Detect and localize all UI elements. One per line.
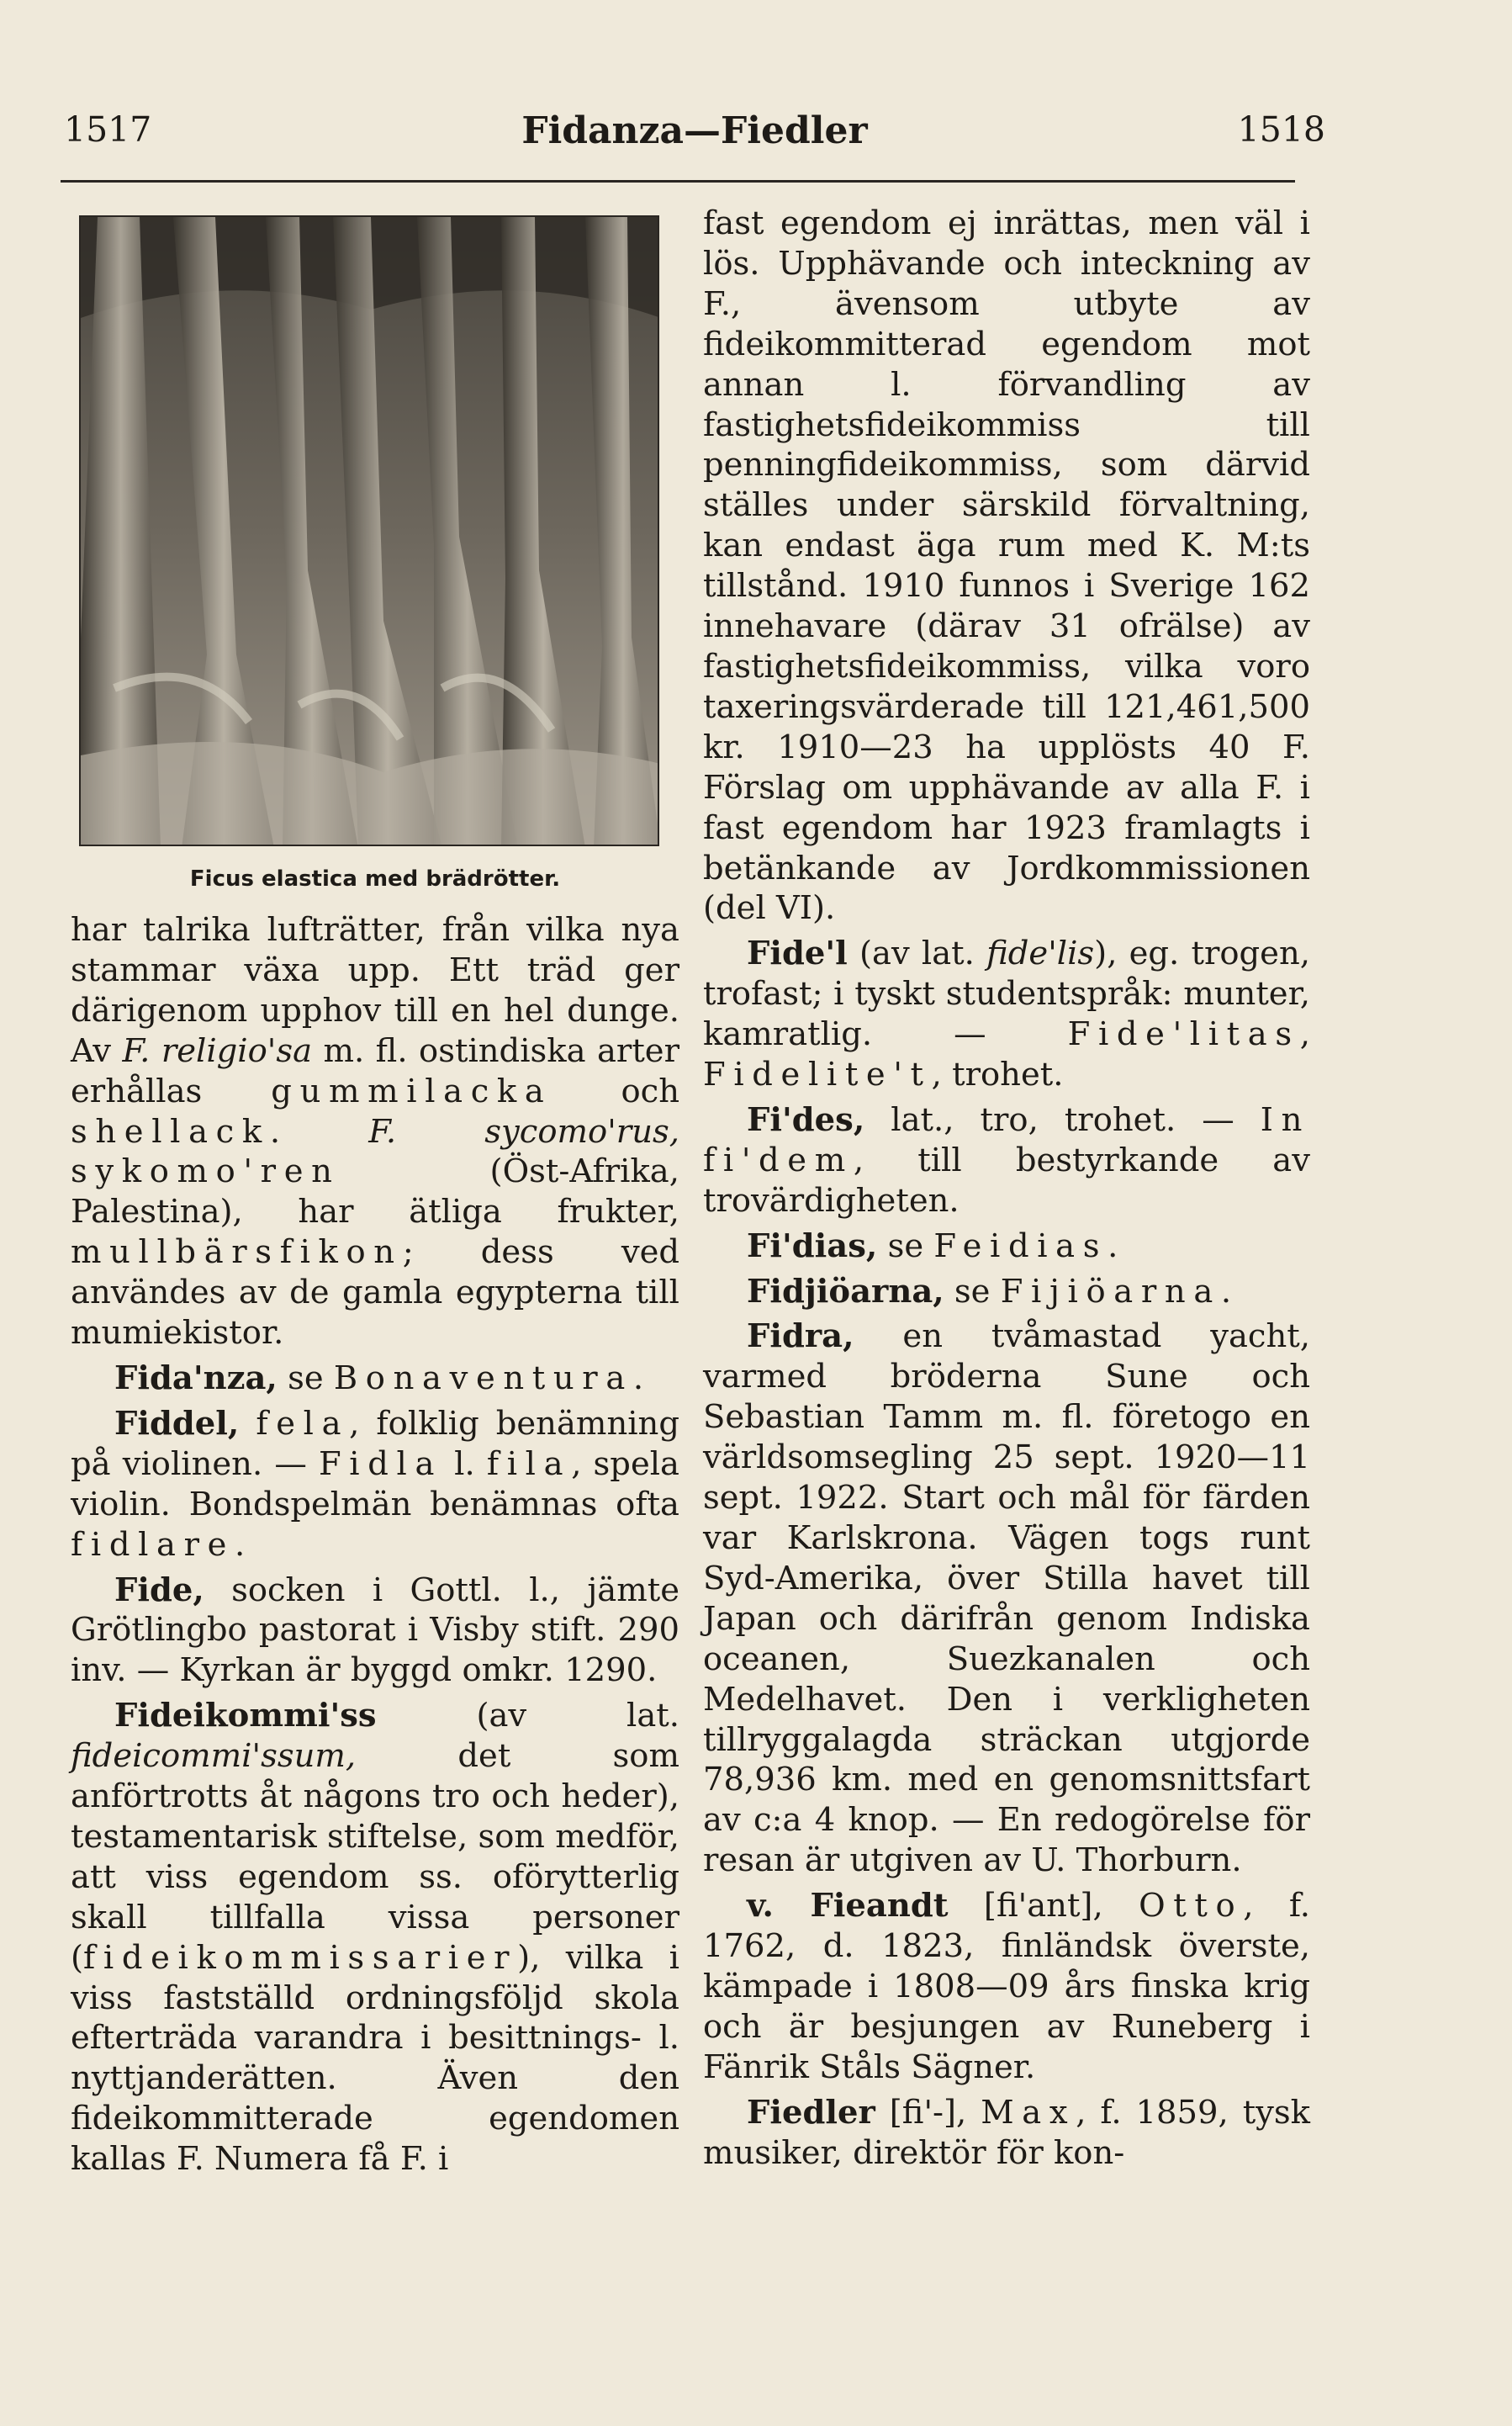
right-column — [703, 204, 1310, 2174]
entry-fidra: Fidra, en tvåmastad yacht, varmed bröderna Sune och Sebastian Tamm m. fl. företogo en världsomsegling 25 sept. 1920—11 sept. 1922. Start och mål för färden var Karlskrona. Vägen togs runt Syd-Amerika, över Stilla havet till Japan och därifrån genom Indiska oceanen, Suezkanalen och Medelhavet. Den i verkligheten tillryggalagda sträckan utgjorde 78,936 km. med en genomsnittsfart av c:a 4 knop. — En redogörelse för resan är utgiven av U. Thorburn. — [703, 1317, 1310, 1880]
entry-fides: Fi'des, lat., tro, trohet. — In fi'dem, till bestyrkande av trovärdigheten. — [703, 1100, 1310, 1220]
page-number-right: 1518 — [1237, 109, 1325, 150]
header-rule — [61, 180, 1295, 183]
running-head: Fidanza—Fiedler — [521, 109, 868, 152]
entry-fieandt: v. Fieandt [fi'ant], Otto, f. 1762, d. 1823, finländsk överste, kämpade i 1808—09 års finska krig och är besjungen av Runeberg i Fänrik Ståls Sägner. — [703, 1887, 1310, 2086]
page-number-left: 1517 — [64, 109, 152, 150]
ficus-photograph — [79, 215, 659, 846]
page-header — [64, 109, 1325, 168]
entry-fide: Fide, socken i Gottl. l., jämte Grötlingbo pastorat i Visby stift. 290 inv. — Kyrkan är byggd omkr. 1290. — [71, 1571, 679, 1690]
entry-fidjioarna: Fidjiöarna, se Fijiöarna. — [747, 1272, 1232, 1311]
figure-caption: Ficus elastica med brädrötter. — [189, 866, 561, 892]
entry-fideikommiss: Fideikommi'ss (av lat. fideicommi'ssum, det som anförtrotts åt någons tro och heder), testamentarisk stiftelse, som medför, att viss egendom ss. oförytterlig skall tillfalla vissa personer (fideikommissarier), vilka i viss fastställd ordningsföljd skola efterträda varandra i besittnings- l. nyttjanderätten. Även den fideikommitterade egendomen kallas F. Numera få F. i — [71, 1697, 679, 2179]
entry-fidias: Fi'dias, se Feidias. — [747, 1226, 1118, 1265]
paragraph-ficus-continued: har talrika lufträtter, från vilka nya stammar växa upp. Ett träd ger därigenom upphov till en hel dunge. Av F. religio'sa m. fl. ostindiska arter erhållas gummilacka och shellack. F. sycomo'rus, sykomo'ren (Öst-Afrika, Palestina), har ätliga frukter, mullbärsfikon; dess ved användes av de gamla egypterna till mumiekistor. — [71, 911, 679, 1353]
paragraph-fideikommiss-continued: fast egendom ej inrättas, men väl i lös. Upphävande och inteckning av F., ävensom utbyte av fideikommitterad egendom mot annan l. förvandling av fastighetsfideikommiss till penningfideikommiss, som därvid ställes under särskild förvaltning, kan endast äga rum med K. M:ts tillstånd. 1910 funnos i Sverige 162 innehavare (därav 31 ofrälse) av fastighetsfideikommiss, vilka voro taxeringsvärderade till 121,461,500 kr. 1910—23 ha upplösts 40 F. Förslag om upphävande av alla F. i fast egendom har 1923 framlagts i betänkande av Jordkommissionen (del VI). — [703, 204, 1310, 928]
left-column — [71, 202, 679, 2180]
entry-fiddel: Fiddel, fela, folklig benämning på violinen. — Fidla l. fila, spela violin. Bondspelmän benämnas ofta fidlare. — [71, 1404, 680, 1564]
entry-fidanza: Fida'nza, se Bonaventura. — [114, 1359, 644, 1397]
entry-fidel: Fide'l (av lat. fide'lis), eg. trogen, trofast; i tyskt studentspråk: munter, kamratlig. — Fide'litas, Fidelite't, trohet. — [703, 935, 1311, 1094]
entry-fiedler: Fiedler [fi'-], Max, f. 1859, tysk musiker, direktör för kon- — [703, 2093, 1311, 2172]
